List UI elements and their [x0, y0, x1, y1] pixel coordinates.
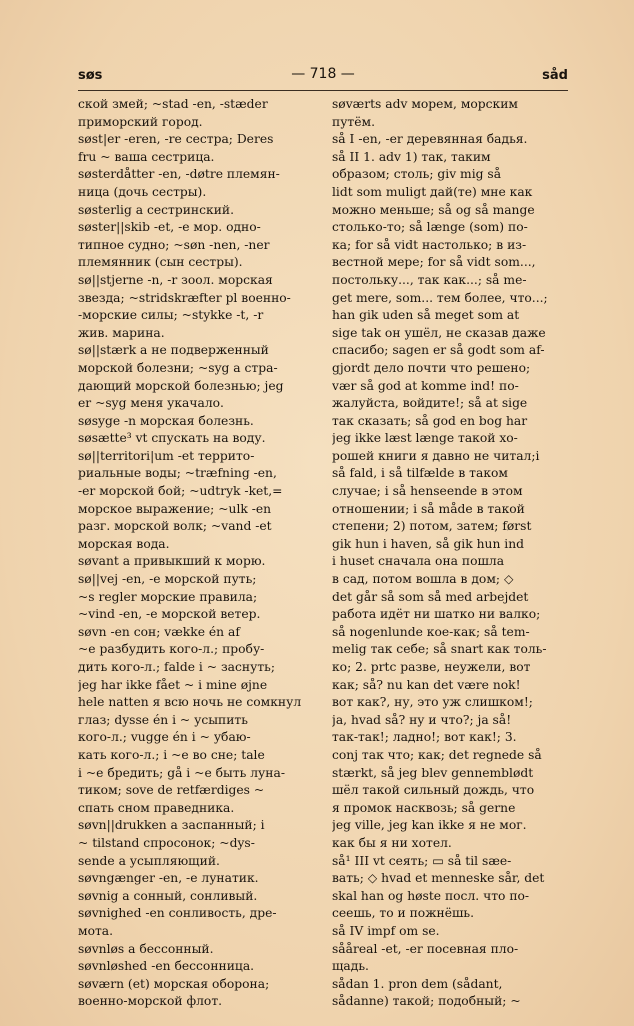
entry-line: сеешь, то и пожнёшь. — [332, 906, 475, 921]
entry-line: случае; i så henseende в этом — [332, 484, 523, 499]
entry-line: sige tak он ушёл, не сказав даже — [332, 325, 546, 340]
entry-line: путём. — [332, 114, 375, 129]
entry-line: ~ tilstand спросонок; ~dys- — [78, 835, 255, 850]
entry-line: så I -en, -er деревянная бадья. — [332, 132, 528, 147]
entry-line: я промок насквозь; så gerne — [332, 800, 516, 815]
entry-line: i huset сначала она пошла — [332, 554, 505, 569]
entry-line: sååreal -et, -er посевная пло- — [332, 941, 519, 956]
entry-line: jeg ville, jeg kan ikke я не мог. — [332, 818, 527, 833]
entry-line: вать; ◇ hvad et menneske sår, det — [332, 871, 545, 886]
entry-line: военно-морской флот. — [78, 994, 223, 1009]
entry-line: søvnighed -en сонливость, дре- — [78, 906, 277, 921]
entry-line: вестной мере; for så vidt som..., — [332, 255, 536, 270]
entry-line: разг. морской волк; ~vand -et — [78, 519, 272, 534]
entry-line: sådanne) такой; подобный; ~ — [332, 994, 521, 1009]
entry-line: степени; 2) потом, затем; først — [332, 519, 532, 534]
entry-line: søvn -en сон; vække én af — [78, 624, 240, 639]
entry-line: fru ~ ваша сестрица. — [78, 149, 215, 164]
entry-line: søvn||drukken a заспанный; i — [78, 818, 265, 833]
entry-line: søsyge -n морская болезнь. — [78, 413, 254, 428]
entry-line: мота. — [78, 923, 114, 938]
entry-line: в сад, потом вошла в дом; ◇ — [332, 572, 514, 587]
entry-line: så IV impf om se. — [332, 923, 440, 938]
left-guide-word: søs — [78, 68, 103, 83]
entry-line: søvant a привыкший к морю. — [78, 554, 266, 569]
entry-line: jeg ikke læst længe такой хо- — [332, 431, 518, 446]
entry-line: søsterlig a сестринский. — [78, 202, 234, 217]
entry-line: кать кого-л.; i ~e во сне; tale — [78, 747, 265, 762]
entry-line: ~vind -en, -e морской ветер. — [78, 607, 261, 622]
entry-line: столько-то; så længe (som) по- — [332, 220, 528, 235]
entry-line: звезда; ~stridskræfter pl военно- — [78, 290, 291, 305]
entry-line: ской змей; ~stad -en, -stæder — [78, 97, 268, 111]
entry-line: кого-л.; vugge én i ~ убаю- — [78, 730, 251, 745]
entry-line: conj так что; как; det regnede så — [332, 747, 542, 762]
entry-line: можно меньше; så og så mange — [332, 202, 535, 217]
entry-line: так сказать; så god en bog har — [332, 413, 528, 428]
entry-line: риальные воды; ~træfning -en, — [78, 466, 277, 481]
entry-line: så¹ III vt сеять; ▭ så til sæe- — [332, 853, 512, 868]
entry-line: sø||territori|um -et террито- — [78, 448, 255, 463]
entry-line: i ~e бредить; gå i ~e быть луна- — [78, 765, 285, 780]
entry-line: дающий морской болезнью; jeg — [78, 378, 284, 393]
entry-line: sende a усыпляющий. — [78, 853, 220, 868]
entry-line: melig так себе; så snart как толь- — [332, 642, 547, 657]
entry-line: работа идёт ни шатко ни валко; — [332, 607, 541, 622]
entry-line: ja, hvad så? ну и что?; ja så! — [332, 712, 512, 727]
entry-line: рошей книги я давно не читал;i — [332, 448, 540, 463]
entry-line: морская вода. — [78, 536, 170, 551]
entry-line: жалуйста, войдите!; så at sige — [332, 396, 528, 411]
entry-line: глаз; dysse én i ~ усыпить — [78, 712, 248, 727]
entry-line: søster||skib -et, -e мор. одно- — [78, 220, 261, 235]
entry-line: søvngænger -en, -e лунатик. — [78, 871, 259, 886]
entry-line: тиком; sove de retfærdiges ~ — [78, 783, 265, 798]
entry-line: er ~syg меня укачало. — [78, 396, 224, 411]
entry-line: stærkt, så jeg blev gennemblødt — [332, 765, 534, 780]
right-column — [332, 96, 568, 1011]
entry-line: ко; 2. prtc разве, неужели, вот — [332, 660, 531, 674]
entry-line: приморский город. — [78, 114, 203, 129]
left-column — [78, 96, 318, 1011]
entry-line: как; så? nu kan det være nok! — [332, 677, 521, 692]
entry-line: søværn (et) морская оборона; — [78, 976, 270, 991]
entry-line: дить кого-л.; falde i ~ заснуть; — [78, 660, 275, 674]
entry-line: lidt som muligt дай(те) мне как — [332, 184, 533, 199]
entry-line: hele natten я всю ночь не сомкнул — [78, 695, 302, 710]
entry-line: ~e разбудить кого-л.; пробу- — [78, 642, 265, 657]
entry-line: постольку..., так как...; så me- — [332, 272, 527, 287]
right-guide-word: såd — [542, 68, 568, 83]
page-number: — 718 — — [291, 66, 355, 82]
entry-line: так-так!; ладно!; вот как!; 3. — [332, 730, 517, 745]
entry-line: спать сном праведника. — [78, 800, 235, 815]
entry-line: жив. марина. — [78, 325, 165, 340]
entry-line: han gik uden så meget som at — [332, 308, 520, 323]
entry-line: gjordt дело почти что решено; — [332, 360, 531, 375]
entry-line: sø||stærk a не подверженный — [78, 343, 269, 358]
entry-line: морской болезни; ~syg a стра- — [78, 360, 278, 375]
entry-line: вот как?, ну, это уж слишком!; — [332, 695, 533, 710]
header-rule — [78, 90, 568, 91]
entry-line: søst|er -eren, -re сестра; Deres — [78, 132, 274, 147]
entry-line: søværts adv морем, морским — [332, 97, 518, 111]
entry-line: шёл такой сильный дождь, что — [332, 783, 535, 798]
page-header — [78, 66, 568, 88]
entry-line: ка; for så vidt настолько; в из- — [332, 237, 527, 252]
entry-line: det går så som så med arbejdet — [332, 589, 529, 604]
entry-line: søvnløshed -en бессонница. — [78, 959, 255, 974]
entry-line: племянник (сын сестры). — [78, 255, 243, 270]
entry-line: морское выражение; ~ulk -en — [78, 501, 272, 516]
entry-line: щадь. — [332, 959, 369, 974]
entry-line: как бы я ни хотел. — [332, 835, 452, 850]
entry-line: gik hun i haven, så gik hun ind — [332, 536, 524, 551]
entry-line: søvnløs a бессонный. — [78, 941, 214, 956]
entry-line: så fald, i så tilfælde в таком — [332, 466, 508, 481]
entry-line: sø||vej -en, -e морской путь; — [78, 572, 257, 587]
entry-line: sådan 1. pron dem (sådant, — [332, 976, 503, 991]
entry-line: -er морской бой; ~udtryk -ket,= — [78, 484, 283, 499]
entry-line: jeg har ikke fået ~ i mine øjne — [78, 677, 268, 692]
entry-line: søvnig a сонный, сонливый. — [78, 888, 258, 903]
entry-line: отношении; i så måde в такой — [332, 501, 525, 516]
entry-line: så II 1. adv 1) так, таким — [332, 149, 491, 164]
entry-line: søsterdåtter -en, -døtre племян- — [78, 167, 280, 182]
entry-line: sø||stjerne -n, -r зоол. морская — [78, 272, 273, 287]
entry-line: get mere, som... тем более, что...; — [332, 290, 548, 305]
entry-line: ~s regler морские правила; — [78, 589, 258, 604]
entry-line: vær så god at komme ind! по- — [332, 378, 519, 393]
entry-line: спасибо; sagen er så godt som af- — [332, 343, 545, 358]
entry-line: skal han og høste посл. что по- — [332, 888, 530, 903]
entry-line: типное судно; ~søn -nen, -ner — [78, 237, 270, 252]
entry-line: ница (дочь сестры). — [78, 184, 207, 199]
entry-line: så nogenlunde кое-как; så tem- — [332, 624, 530, 639]
entry-line: søsætte³ vt спускать на воду. — [78, 431, 266, 446]
entry-line: образом; столь; giv mig så — [332, 167, 502, 182]
entry-line: -морские силы; ~stykke -t, -r — [78, 308, 264, 323]
